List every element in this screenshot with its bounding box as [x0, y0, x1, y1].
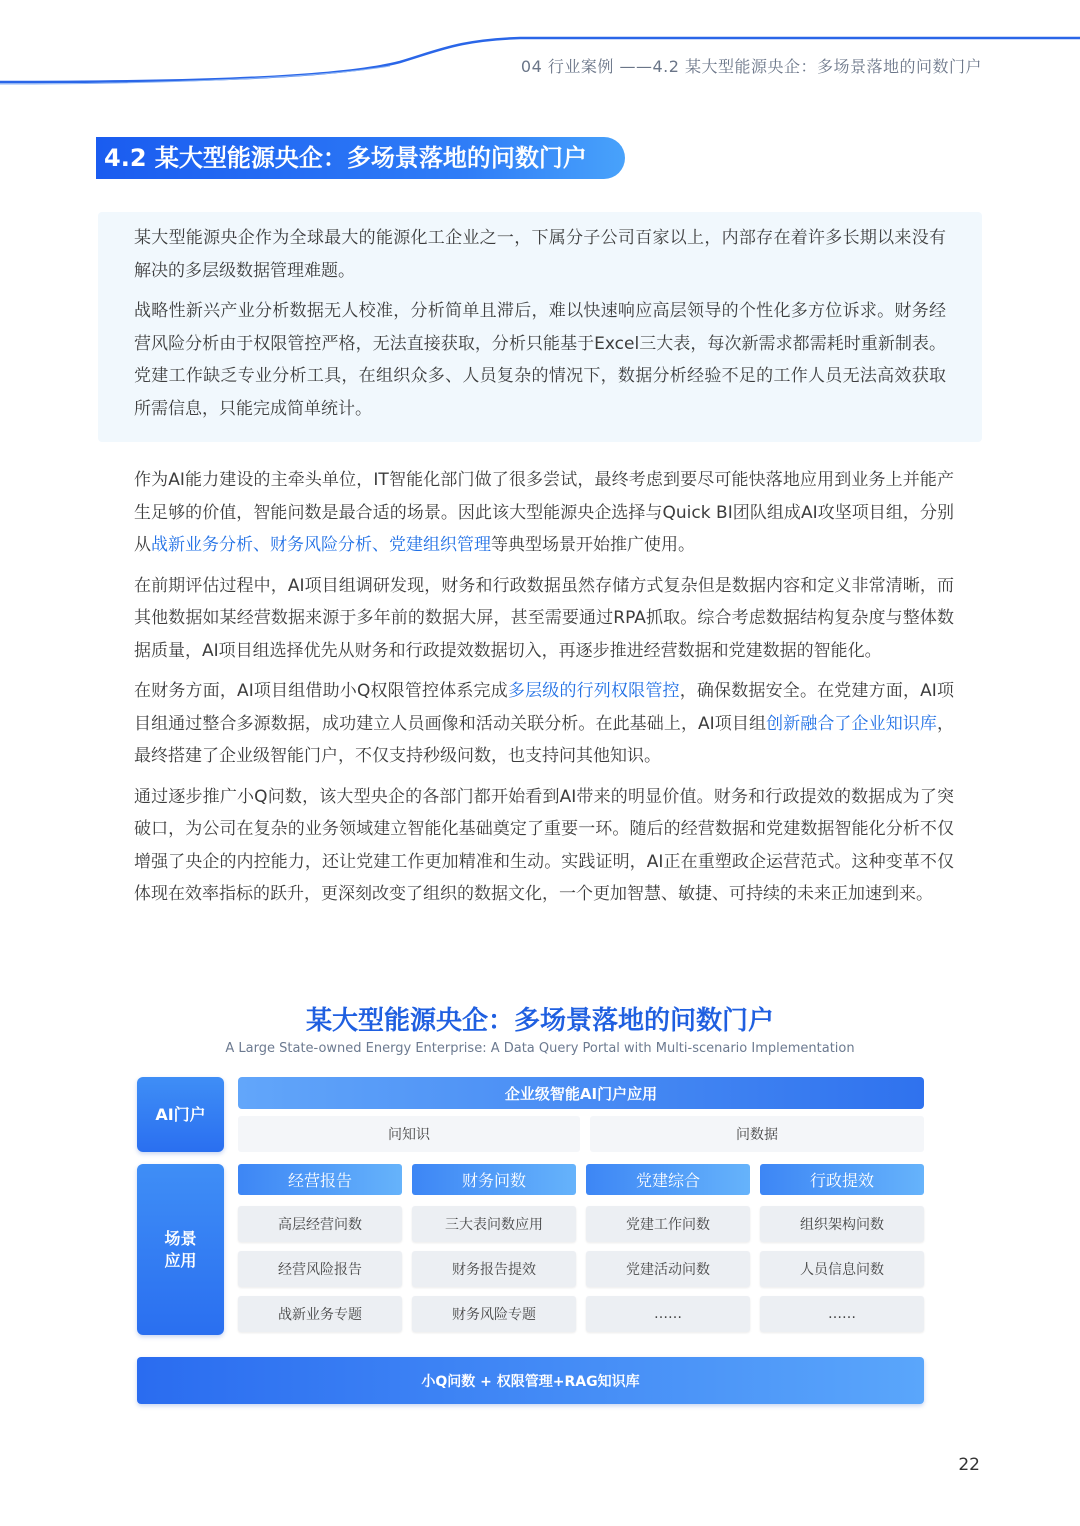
scene-label-line-1: 场景: [164, 1228, 197, 1248]
header-decoration: [0, 0, 1080, 100]
highlight-text: 创新融合了企业知识库: [766, 713, 937, 734]
ai-portal-label: [137, 1077, 224, 1152]
scene-label-line-2: 应用: [164, 1250, 197, 1270]
foundation-bar: 小Q问数 + 权限管理+RAG知识库: [137, 1357, 924, 1404]
scenario-cell: 财务报告提效: [412, 1251, 576, 1287]
scenario-cell: 党建工作问数: [586, 1206, 750, 1242]
body-paragraph-1: [134, 464, 954, 562]
body-text: [134, 464, 954, 919]
portal-top-bar: 企业级智能AI门户应用: [238, 1077, 924, 1109]
section-title: 4.2 某大型能源央企：多场景落地的问数门户: [96, 137, 625, 179]
text-run: 等典型场景开始推广使用。: [491, 535, 695, 555]
scenario-cell: ……: [760, 1296, 924, 1332]
text-run: 在财务方面，AI项目组借助小Q权限管控体系完成: [134, 681, 508, 701]
running-head: 04 行业案例 ——4.2 某大型能源央企：多场景落地的问数门户: [520, 57, 982, 76]
column-head: 财务问数: [412, 1164, 576, 1195]
figure-subtitle: A Large State-owned Energy Enterprise: A Data Query Portal with Multi-scenario Implementation: [225, 1041, 855, 1056]
scenario-cell: 财务风险专题: [412, 1296, 576, 1332]
column-head: 经营报告: [238, 1164, 402, 1195]
ai-portal-label-text: AI门户: [155, 1104, 206, 1124]
page-number: 22: [958, 1455, 980, 1475]
highlight-text: 战新业务分析、财务风险分析、党建组织管理: [151, 535, 491, 555]
scene-label: [137, 1164, 224, 1335]
column-head: 党建综合: [586, 1164, 750, 1195]
text-run: ，最终搭建了企业级智能门户，不仅支持秒级问数，也支持问其他知识。: [134, 713, 954, 766]
scenario-cell: 组织架构问数: [760, 1206, 924, 1242]
scenario-cell: 高层经营问数: [238, 1206, 402, 1242]
scenario-cell: 战新业务专题: [238, 1296, 402, 1332]
body-paragraph-3: [134, 675, 954, 773]
text-run: 作为AI能力建设的主牵头单位，IT智能化部门做了很多尝试，最终考虑到要尽可能快落地应用到业务上并能产生足够的价值，智能问数是最合适的场景。因此该大型能源央企选择与Quick BI团队组成AI攻坚项目组，分别从: [134, 470, 954, 555]
scenario-cell: 党建活动问数: [586, 1251, 750, 1287]
scenario-cell: ……: [586, 1296, 750, 1332]
ask-knowledge-bar: 问知识: [238, 1116, 580, 1152]
figure-title: 某大型能源央企：多场景落地的问数门户: [305, 1006, 774, 1036]
scenario-cell: 三大表问数应用: [412, 1206, 576, 1242]
intro-paragraph-1: 某大型能源央企作为全球最大的能源化工企业之一，下属分子公司百家以上，内部存在着许多长期以来没有解决的多层级数据管理难题。: [134, 228, 946, 281]
scenario-cell: 经营风险报告: [238, 1251, 402, 1287]
text-run: ，确保数据安全。在党建方面，AI项目组通过整合多源数据，成功建立人员画像和活动关联分析。在此基础上，AI项目组: [134, 681, 954, 734]
ask-data-bar: 问数据: [590, 1116, 924, 1152]
intro-box: [98, 212, 982, 442]
body-paragraph-4: 通过逐步推广小Q问数，该大型央企的各部门都开始看到AI带来的明显价值。财务和行政提效的数据成为了突破口，为公司在复杂的业务领域建立智能化基础奠定了重要一环。随后的经营数据和党建数据智能化分析不仅增强了央企的内控能力，还让党建工作更加精准和生动。实践证明，AI正在重塑政企运营范式。这种变革不仅体现在效率指标的跃升，更深刻改变了组织的数据文化，一个更加智慧、敏捷、可持续的未来正加速到来。: [134, 786, 954, 904]
intro-paragraph-2: 战略性新兴产业分析数据无人校准，分析简单且滞后，难以快速响应高层领导的个性化多方位诉求。财务经营风险分析由于权限管控严格，无法直接获取，分析只能基于Excel三大表，每次新需求都需耗时重新制表。党建工作缺乏专业分析工具，在组织众多、人员复杂的情况下，数据分析经验不足的工作人员无法高效获取所需信息，只能完成简单统计。: [134, 301, 946, 419]
column-head: 行政提效: [760, 1164, 924, 1195]
scenario-cell: 人员信息问数: [760, 1251, 924, 1287]
highlight-text: 多层级的行列权限管控: [507, 681, 680, 701]
body-paragraph-2: 在前期评估过程中，AI项目组调研发现，财务和行政数据虽然存储方式复杂但是数据内容和定义非常清晰，而其他数据如某经营数据来源于多年前的数据大屏，甚至需要通过RPA抓取。综合考虑数据结构复杂度与整体数据质量，AI项目组选择优先从财务和行政提效数据切入，再逐步推进经营数据和党建数据的智能化。: [134, 575, 954, 661]
